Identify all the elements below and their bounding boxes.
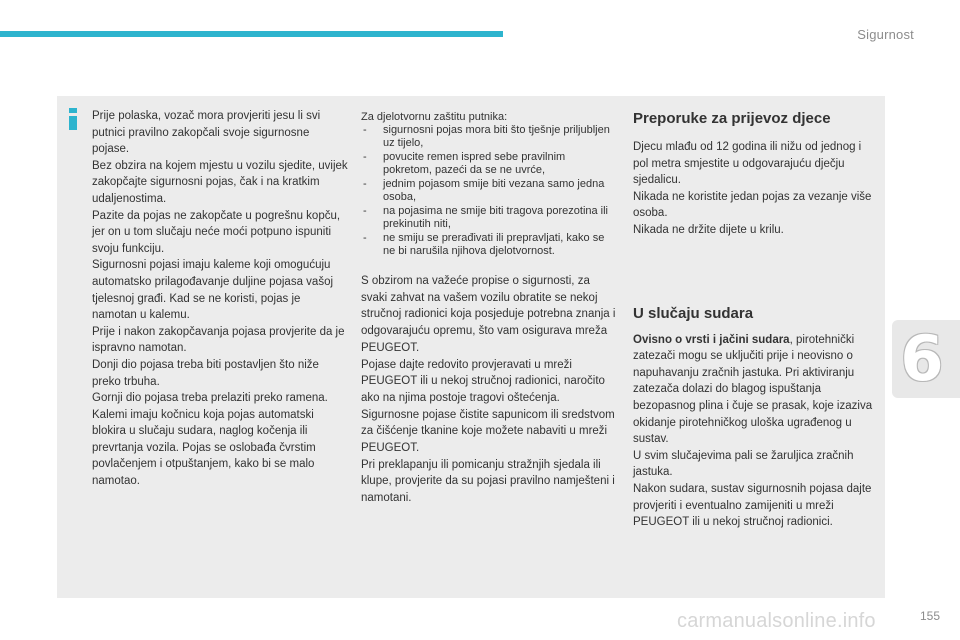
- list-item-text: sigurnosni pojas mora biti što tješnje priljubljen uz tijelo,: [383, 124, 610, 149]
- dash-bullet: -: [363, 151, 367, 163]
- info-paragraph: Prije polaska, vozač mora provjeriti jesu li svi putnici pravilno zakopčali svoje sigurnosne pojase.: [92, 110, 321, 156]
- info-paragraph: Bez obzira na kojem mjestu u vozilu sjedite, uvijek zakopčajte sigurnosni pojas, čak i na kratkim udaljenostima.: [92, 159, 348, 205]
- list-item: [361, 205, 617, 231]
- list-item-text: ne smiju se prerađivati ili prepravljati, kako se ne bi narušila njihova djelotvornost.: [383, 232, 605, 257]
- watermark: carmanualsonline.info: [677, 610, 876, 632]
- accident-lead: [633, 332, 879, 448]
- list-item: [361, 151, 617, 177]
- info-icon: [65, 108, 81, 130]
- page-number: 155: [919, 609, 940, 623]
- accident-lead-rest: , pirotehnički zatezači mogu se uključiti prije i neovisno o napuhavanju zračnih jastuka. Pri aktiviranju zatezača dolazi do blagog ispuštanja bezopasnog plina i čuje se prasak, koje izaziva okidanje pirotehničkog uloška ugrađenog u sustav.: [633, 333, 873, 446]
- seatbelt-info-column: [92, 108, 348, 490]
- info-icon-stem: [69, 116, 77, 130]
- list-item-text: na pojasima ne smije biti tragova porezotina ili prekinutih niti,: [383, 205, 609, 230]
- protection-paragraph: Pri preklapanju ili pomicanju stražnjih sjedala ili klupe, provjerite da su pojasi pravilno namješteni i namotani.: [361, 458, 615, 505]
- dash-bullet: -: [363, 178, 367, 190]
- info-paragraph: Sigurnosni pojasi imaju kaleme koji omogućuju automatsko prilagođavanje duljine pojasa vašoj tjelesnoj građi. Kad se ne koristi, pojas je namotan u kalemu.: [92, 259, 334, 322]
- children-heading: Preporuke za prijevoz djece: [633, 110, 831, 127]
- info-paragraph: Pazite da pojas ne zakopčate u pogrešnu kopču, jer on u tom slučaju neće moći potpuno ispuniti svoju funkciju.: [92, 209, 341, 255]
- accident-paragraph: U svim slučajevima pali se žaruljica zračnih jastuka.: [633, 449, 854, 479]
- chapter-tab: [892, 320, 960, 398]
- children-paragraph: Nikada ne koristite jedan pojas za vezanje više osoba.: [633, 190, 872, 220]
- info-paragraph: Gornji dio pojasa treba prelaziti preko ramena.: [92, 392, 328, 405]
- dash-bullet: -: [363, 205, 367, 217]
- info-paragraph: Kalemi imaju kočnicu koja pojas automatski blokira u slučaju sudara, naglog kočenja ili prevrtanja vozila. Pojas se oslobađa čvrstim povlačenjem i otpuštanjem, kako bi se malo namotao.: [92, 408, 316, 488]
- list-item-text: povucite remen ispred sebe pravilnim pokretom, pazeći da se ne uvrće,: [383, 151, 566, 176]
- accident-paragraph: Nakon sudara, sustav sigurnosnih pojasa dajte provjeriti i eventualno zamijeniti u mreži PEUGEOT ili u nekoj stručnoj radionici.: [633, 482, 872, 529]
- protection-column: [361, 111, 617, 507]
- protection-paragraph: Pojase dajte redovito provjeravati u mreži PEUGEOT ili u nekoj stručnoj radionici, naročito ako na njima postoje tragovi oštećenja.: [361, 358, 605, 404]
- chapter-number: 6: [900, 322, 944, 395]
- section-accent-bar: [0, 31, 503, 37]
- children-paragraph: Nikada ne držite dijete u krilu.: [633, 223, 784, 236]
- list-item: [361, 178, 617, 204]
- info-icon-dot: [69, 108, 77, 113]
- list-item: [361, 232, 617, 258]
- dash-bullet: -: [363, 124, 367, 136]
- accident-heading: U slučaju sudara: [633, 304, 754, 322]
- list-item: [361, 124, 617, 150]
- accident-lead-bold: Ovisno o vrsti i jačini sudara: [633, 333, 790, 346]
- info-paragraph: Prije i nakon zakopčavanja pojasa provjerite da je ispravno namotan.: [92, 325, 345, 355]
- protection-list: [361, 124, 617, 258]
- section-title: Sigurnost: [857, 27, 914, 42]
- protection-body: [361, 273, 617, 507]
- list-item-text: jednim pojasom smije biti vezana samo jedna osoba,: [383, 178, 605, 203]
- protection-intro: Za djelotvornu zaštitu putnika:: [361, 111, 508, 123]
- dash-bullet: -: [363, 232, 367, 244]
- children-paragraph: Djecu mlađu od 12 godina ili nižu od jednog i pol metra smjestite u odgovarajuću dječju sjedalicu.: [633, 141, 862, 187]
- children-accident-column: [633, 110, 879, 531]
- protection-paragraph: S obzirom na važeće propise o sigurnosti, za svaki zahvat na vašem vozilu obratite se nekoj stručnoj radionici koja posjeduje potrebna znanja i odgovarajuću opremu, što vam osigurava mreža PEUGEOT.: [361, 275, 616, 354]
- protection-paragraph: Sigurnosne pojase čistite sapunicom ili sredstvom za čišćenje tkanine koje možete nabaviti u mreži PEUGEOT.: [361, 408, 615, 455]
- info-paragraph: Donji dio pojasa treba biti postavljen što niže preko trbuha.: [92, 358, 319, 388]
